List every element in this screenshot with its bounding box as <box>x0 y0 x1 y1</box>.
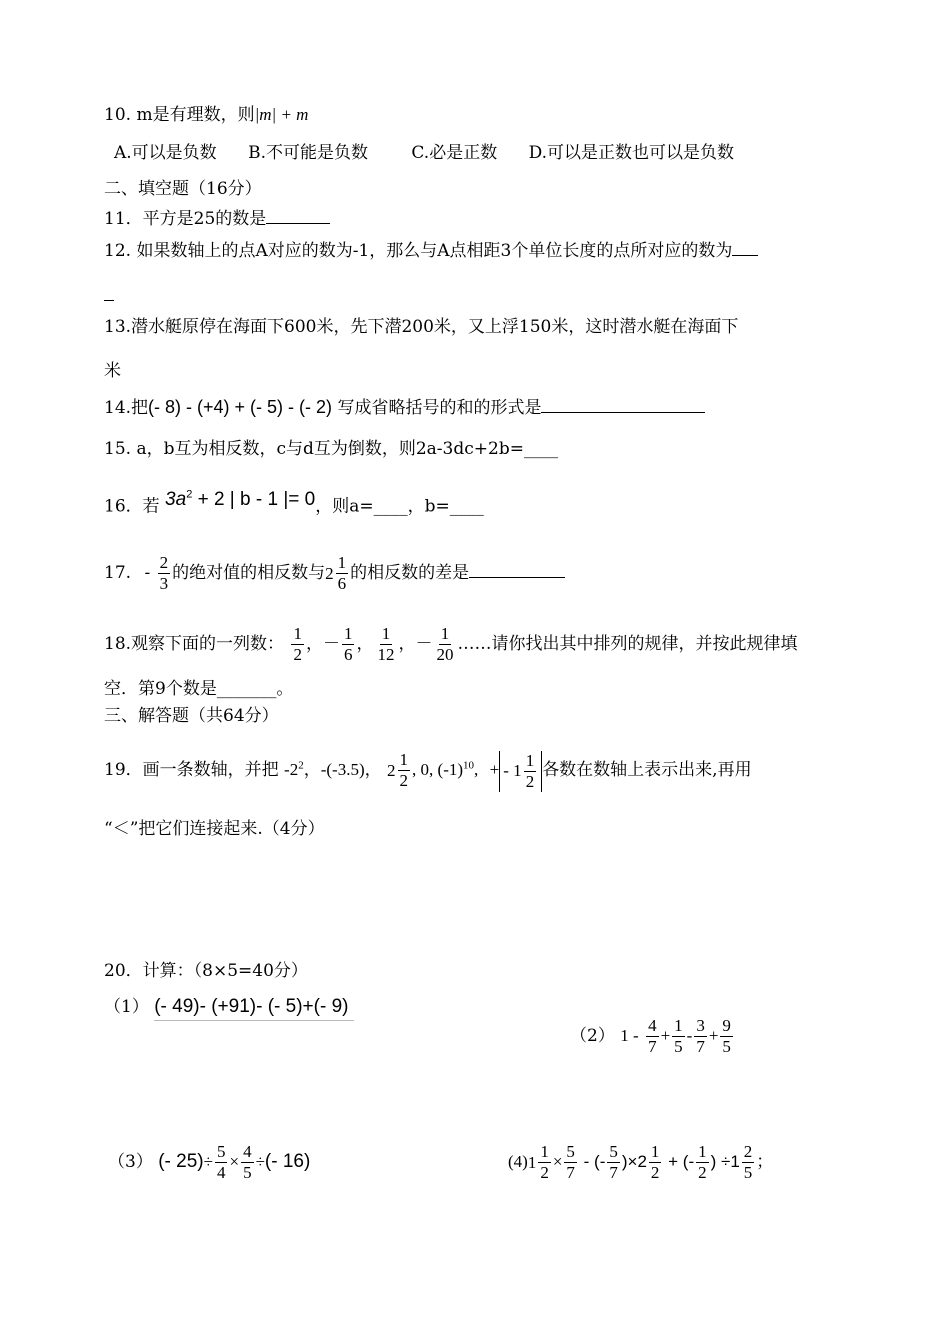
q16-suffix: ，则a=____，b=____ <box>315 496 484 517</box>
q13-line2: 米 <box>104 361 121 381</box>
q17-answer-blank <box>469 561 565 578</box>
q20-part2-frac-3: $\frac{3}{7}$ <box>696 1016 705 1056</box>
q10-option-c: C.必是正数 <box>411 143 498 163</box>
q18-term-2: $\frac{1}{6}$ <box>343 624 353 664</box>
q20-part4-label: (4) <box>508 1152 528 1171</box>
q10-option-a: A.可以是负数 <box>114 143 217 163</box>
q10-stem <box>104 104 308 126</box>
q17-prefix: 17. <box>104 563 132 583</box>
q17-fraction: $\frac{2}{3}$ <box>159 553 169 593</box>
q17-neg-sign: - <box>144 563 151 583</box>
q11-answer-blank <box>266 207 330 224</box>
q19-suffix: 各数在数轴上表示出来,再用 <box>542 760 752 780</box>
q20-part3-label: （3） <box>108 1152 153 1172</box>
q20-part1 <box>104 996 354 1021</box>
q18-line2: 空．第9个数是_______。 <box>104 679 294 699</box>
q10-text: m是有理数，则 <box>136 105 255 125</box>
q19-term-power: , 0, $(-1)^{10}$ <box>412 759 475 779</box>
q20-part1-label: （1） <box>104 997 149 1017</box>
q19-prefix: 19．画一条数轴，并把 <box>104 760 279 780</box>
q14-suffix: 写成省略括号的和的形式是 <box>337 398 542 418</box>
section-answer-title: 三、解答题（共64分） <box>104 706 279 726</box>
q20-part2-frac-1: $\frac{4}{7}$ <box>648 1016 657 1056</box>
q20-part2-frac-4: $\frac{9}{5}$ <box>722 1016 731 1056</box>
q15: 15. a，b互为相反数，c与d互为倒数，则2a-3dc+2b=____ <box>104 439 558 459</box>
q18-suffix: ……请你找出其中排列的规律，并按此规律填 <box>457 634 798 654</box>
q20-part4-frac-3: $\frac{5}{7}$ <box>609 1142 618 1182</box>
q12-text: 12. 如果数轴上的点A对应的数为-1，那么与A点相距3个单位长度的点所对应的数为 <box>104 241 733 261</box>
q20-part4-frac-2: $\frac{5}{7}$ <box>566 1142 575 1182</box>
q14-expression: (- 8) - (+4) + (- 5) - (- 2) <box>148 397 333 417</box>
q14-prefix: 14.把 <box>104 398 149 418</box>
q20-part4-frac-5: $\frac{1}{2}$ <box>698 1142 707 1182</box>
q10-number: 10. <box>104 105 132 125</box>
q20-part3-frac-2: $\frac{4}{5}$ <box>243 1142 252 1182</box>
q20-part2: （2） 1 - $\frac{4}{7}$ + $\frac{1}{5}$ - $\frac{3}{7}$ + $\frac{9}{5}$ <box>570 1016 731 1056</box>
q16-prefix: 16．若 <box>104 496 160 517</box>
q10-options <box>114 142 760 164</box>
q18-term-1: $\frac{1}{2}$ <box>293 624 302 664</box>
q20-part2-frac-2: $\frac{1}{5}$ <box>674 1016 683 1056</box>
q20-part4: (4) 1 $\frac{1}{2}$ × $\frac{5}{7}$ - (- $\frac{5}{7}$ )×2 $\frac{1}{2}$ + (- $\frac{1}{2}$ ) ÷1 $\frac{2}{5}$ ； <box>508 1142 774 1182</box>
q19-term-neg-square: $-2^2$ <box>284 759 304 779</box>
q20-part1-expression: (- 49)- (+91)- (- 5)+(- 9) <box>154 996 354 1021</box>
q11 <box>104 207 330 230</box>
q19-mixed-number: 2 $\frac{1}{2}$ <box>387 750 409 790</box>
q17-mixed-number: 2 $\frac{1}{6}$ <box>325 553 347 593</box>
q18-line1: 18.观察下面的一列数： $\frac{1}{2}$ ，－ $\frac{1}{6}$ ， $\frac{1}{12}$ ，－ $\frac{1}{20}$ ……请你找出其中排列的规律，并按此规律填 <box>104 624 798 664</box>
q18-term-4: $\frac{1}{20}$ <box>436 624 454 664</box>
q20-part3: （3） (- 25)÷ $\frac{5}{4}$ × $\frac{4}{5}$ ÷(- 16) <box>108 1142 311 1182</box>
q20-part4-frac-6: $\frac{2}{5}$ <box>743 1142 753 1182</box>
q20-part4-frac-4: $\frac{1}{2}$ <box>650 1142 660 1182</box>
q19-term-2: ，-(-3.5)， <box>303 760 382 779</box>
q18-term-3: $\frac{1}{12}$ <box>377 624 395 664</box>
q13-line1: 13.潜水艇原停在海面下600米，先下潜200米，又上浮150米，这时潜水艇在海面下 <box>104 317 739 337</box>
q14-answer-blank <box>541 396 705 413</box>
q20-part3-b: (- 16) <box>264 1151 311 1172</box>
q16-equation: $3a^2 + 2$ | b - 1 |= 0 <box>165 489 316 511</box>
q12 <box>104 239 758 262</box>
q18-prefix: 18.观察下面的一列数： <box>104 634 285 654</box>
q20-part3-frac-1: $\frac{5}{4}$ <box>216 1142 226 1182</box>
q19-line2: “＜”把它们连接起来.（4分） <box>104 819 325 839</box>
q20-part2-label: （2） <box>570 1026 615 1046</box>
q10-option-b: B.不可能是负数 <box>248 143 368 163</box>
q11-text: 11．平方是25的数是 <box>104 209 267 229</box>
q19-line1: 19．画一条数轴，并把 $-2^2$，-(-3.5)， 2 $\frac{1}{2}$ , 0, $(-1)^{10}$, + - 1 $\frac{1}{2}$ 各数在数轴上表示出来,再用 <box>104 750 752 791</box>
q20-part3-a: (- 25) <box>158 1151 204 1172</box>
q12-answer-blank-cont <box>104 284 114 301</box>
q16 <box>104 490 484 517</box>
q17-mid-text: 的绝对值的相反数与 <box>172 563 326 583</box>
q12-blank-continuation <box>104 284 114 307</box>
q19-plus-sign: + <box>489 760 500 779</box>
q20-part4-mixed-1: 1 $\frac{1}{2}$ <box>527 1142 549 1182</box>
q20-title: 20．计算：（8×5=40分） <box>104 961 308 981</box>
q14 <box>104 396 705 419</box>
section-fill-blank-title: 二、填空题（16分） <box>104 179 262 199</box>
q17-suffix: 的相反数的差是 <box>350 563 470 583</box>
q20-part2-lead: 1 - <box>620 1026 639 1045</box>
q19-absolute-value: - 1 $\frac{1}{2}$ <box>499 751 542 792</box>
q17 <box>104 553 565 594</box>
q12-answer-blank <box>732 239 758 256</box>
q10-expression: |m| + m <box>254 105 309 124</box>
q10-option-d: D.可以是正数也可以是负数 <box>528 143 735 163</box>
